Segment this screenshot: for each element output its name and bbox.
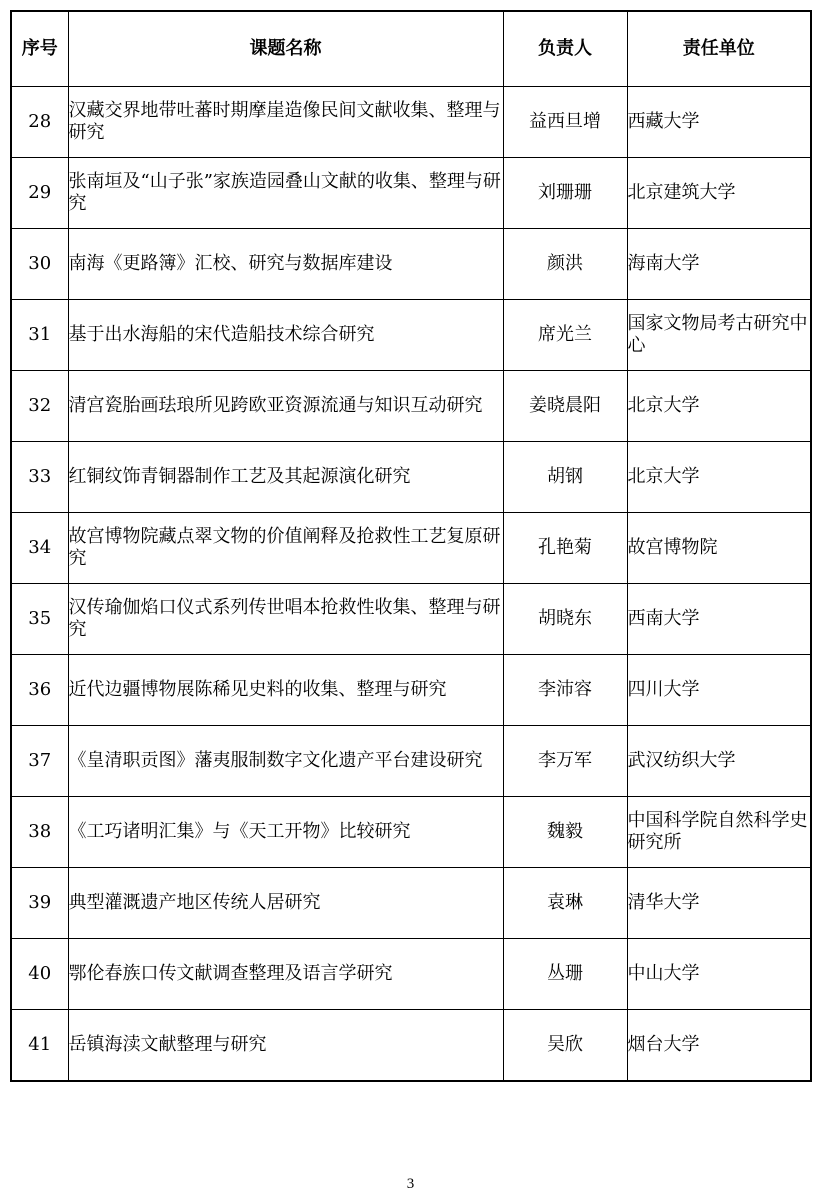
row-unit: 中国科学院自然科学史研究所 bbox=[627, 797, 811, 868]
row-person: 胡钢 bbox=[503, 442, 627, 513]
row-unit: 烟台大学 bbox=[627, 1010, 811, 1082]
table-header-row bbox=[11, 11, 811, 87]
table-row bbox=[11, 868, 811, 939]
row-no: 40 bbox=[11, 939, 68, 1010]
row-no: 41 bbox=[11, 1010, 68, 1082]
table-row bbox=[11, 655, 811, 726]
row-unit: 清华大学 bbox=[627, 868, 811, 939]
row-no: 28 bbox=[11, 87, 68, 158]
table-row bbox=[11, 584, 811, 655]
page-number: 3 bbox=[406, 1176, 415, 1192]
row-person: 刘珊珊 bbox=[503, 158, 627, 229]
row-unit: 北京建筑大学 bbox=[627, 158, 811, 229]
row-title: 基于出水海船的宋代造船技术综合研究 bbox=[68, 300, 503, 371]
row-person: 魏毅 bbox=[503, 797, 627, 868]
header-no: 序号 bbox=[11, 11, 68, 87]
row-no: 31 bbox=[11, 300, 68, 371]
row-person: 袁琳 bbox=[503, 868, 627, 939]
table-row bbox=[11, 513, 811, 584]
row-no: 30 bbox=[11, 229, 68, 300]
table-row bbox=[11, 229, 811, 300]
row-title: 故宫博物院藏点翠文物的价值阐释及抢救性工艺复原研究 bbox=[68, 513, 503, 584]
row-person: 李万军 bbox=[503, 726, 627, 797]
row-no: 35 bbox=[11, 584, 68, 655]
row-person: 吴欣 bbox=[503, 1010, 627, 1082]
table-row bbox=[11, 1010, 811, 1082]
table-row bbox=[11, 158, 811, 229]
row-person: 李沛容 bbox=[503, 655, 627, 726]
table-row bbox=[11, 939, 811, 1010]
table-row bbox=[11, 442, 811, 513]
row-unit: 西藏大学 bbox=[627, 87, 811, 158]
table-row bbox=[11, 797, 811, 868]
header-unit: 责任单位 bbox=[627, 11, 811, 87]
row-no: 32 bbox=[11, 371, 68, 442]
row-no: 38 bbox=[11, 797, 68, 868]
row-no: 34 bbox=[11, 513, 68, 584]
row-title: 汉传瑜伽焰口仪式系列传世唱本抢救性收集、整理与研究 bbox=[68, 584, 503, 655]
row-no: 39 bbox=[11, 868, 68, 939]
table-row bbox=[11, 300, 811, 371]
row-unit: 国家文物局考古研究中心 bbox=[627, 300, 811, 371]
row-title: 《皇清职贡图》藩夷服制数字文化遗产平台建设研究 bbox=[68, 726, 503, 797]
row-unit: 中山大学 bbox=[627, 939, 811, 1010]
row-unit: 北京大学 bbox=[627, 442, 811, 513]
row-title: 近代边疆博物展陈稀见史料的收集、整理与研究 bbox=[68, 655, 503, 726]
header-title: 课题名称 bbox=[68, 11, 503, 87]
row-unit: 故宫博物院 bbox=[627, 513, 811, 584]
row-title: 汉藏交界地带吐蕃时期摩崖造像民间文献收集、整理与研究 bbox=[68, 87, 503, 158]
row-no: 33 bbox=[11, 442, 68, 513]
project-table bbox=[10, 10, 812, 1082]
row-no: 36 bbox=[11, 655, 68, 726]
row-title: 《工巧诸明汇集》与《天工开物》比较研究 bbox=[68, 797, 503, 868]
row-title: 典型灌溉遗产地区传统人居研究 bbox=[68, 868, 503, 939]
row-person: 姜晓晨阳 bbox=[503, 371, 627, 442]
row-person: 席光兰 bbox=[503, 300, 627, 371]
header-person: 负责人 bbox=[503, 11, 627, 87]
row-no: 37 bbox=[11, 726, 68, 797]
row-title: 清宫瓷胎画珐琅所见跨欧亚资源流通与知识互动研究 bbox=[68, 371, 503, 442]
row-unit: 西南大学 bbox=[627, 584, 811, 655]
row-title: 鄂伦春族口传文献调查整理及语言学研究 bbox=[68, 939, 503, 1010]
row-person: 丛珊 bbox=[503, 939, 627, 1010]
row-person: 孔艳菊 bbox=[503, 513, 627, 584]
row-unit: 海南大学 bbox=[627, 229, 811, 300]
row-unit: 四川大学 bbox=[627, 655, 811, 726]
row-person: 胡晓东 bbox=[503, 584, 627, 655]
row-title: 岳镇海渎文献整理与研究 bbox=[68, 1010, 503, 1082]
row-title: 南海《更路簿》汇校、研究与数据库建设 bbox=[68, 229, 503, 300]
table-row bbox=[11, 87, 811, 158]
row-person: 颜洪 bbox=[503, 229, 627, 300]
row-title: 红铜纹饰青铜器制作工艺及其起源演化研究 bbox=[68, 442, 503, 513]
row-unit: 武汉纺织大学 bbox=[627, 726, 811, 797]
row-unit: 北京大学 bbox=[627, 371, 811, 442]
row-title: 张南垣及“山子张”家族造园叠山文献的收集、整理与研究 bbox=[68, 158, 503, 229]
row-person: 益西旦增 bbox=[503, 87, 627, 158]
table-row bbox=[11, 371, 811, 442]
table-row bbox=[11, 726, 811, 797]
row-no: 29 bbox=[11, 158, 68, 229]
